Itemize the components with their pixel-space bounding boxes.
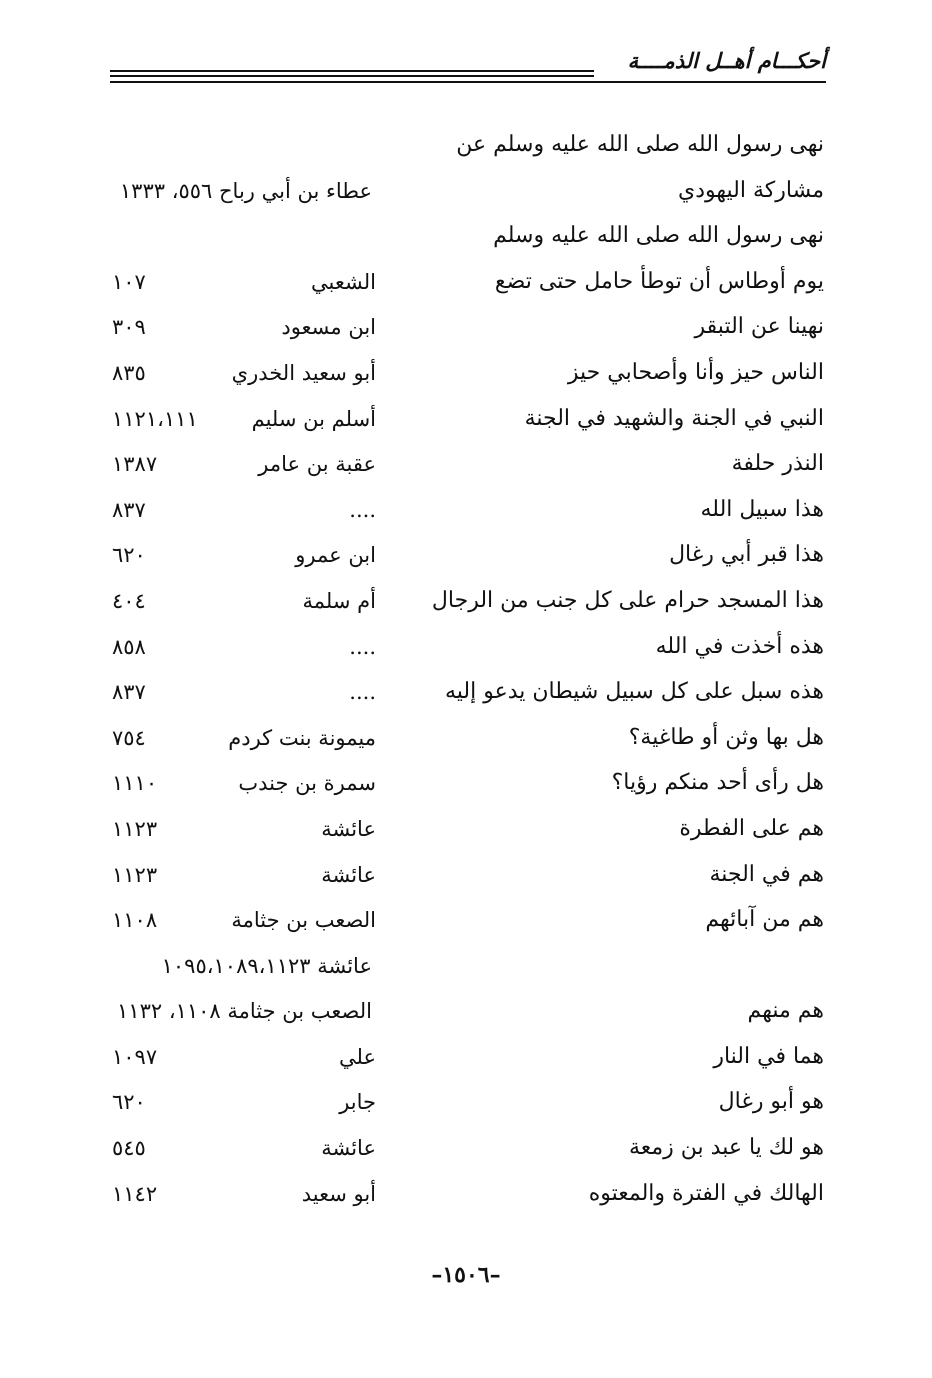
hadith-text: هو أبو رغال [718, 1089, 824, 1115]
narrator-name: الصعب بن جثامة ١١٠٨، ١١٣٢ [117, 999, 372, 1024]
running-header [110, 48, 826, 88]
page-reference: ٥٤٥ [112, 1136, 146, 1161]
index-row [112, 217, 824, 263]
hadith-text: هذا المسجد حرام على كل جنب من الرجال [431, 587, 824, 613]
hadith-text: هم في الجنة [709, 861, 824, 887]
index-row [112, 947, 824, 993]
narrator-name: .... [349, 634, 376, 659]
page-reference: ٣٠٩ [112, 315, 146, 340]
header-rule [110, 75, 594, 77]
index-row [112, 400, 824, 446]
page-reference: ١١٠٨ [112, 908, 158, 933]
hadith-text: هذا سبيل الله [700, 496, 824, 522]
narrator-name: ابن مسعود [281, 315, 376, 340]
narrator-name: أسلم بن سليم [251, 406, 376, 431]
header-rule [110, 70, 594, 72]
page-reference: ٨٥٨ [112, 634, 146, 659]
hadith-text: مشاركة اليهودي [678, 177, 824, 203]
hadith-text: الهالك في الفترة والمعتوه [588, 1180, 824, 1206]
index-row [112, 263, 824, 309]
page-reference: ١٣٨٧ [112, 452, 158, 477]
index-row [112, 1129, 824, 1175]
page-reference: ١١١٠ [112, 771, 158, 796]
hadith-text: هما في النار [713, 1043, 824, 1069]
narrator-name: ميمونة بنت كردم [228, 725, 376, 750]
narrator-name: جابر [339, 1090, 376, 1115]
hadith-text: النبي في الجنة والشهيد في الجنة [524, 405, 824, 431]
index-row [112, 1175, 824, 1221]
page-reference: ١١٢١،١١١ [112, 406, 198, 431]
hadith-text: هل بها وثن أو طاغية؟ [628, 724, 824, 750]
hadith-text: نهى رسول الله صلى الله عليه وسلم [493, 223, 824, 249]
page-reference: ٦٢٠ [112, 543, 146, 568]
header-title: أحكـــام أهــل الذمــــة [627, 48, 826, 73]
narrator-name: عائشة ١٠٩٥،١٠٨٩،١١٢٣ [161, 953, 372, 978]
page-reference: ١١٢٣ [112, 862, 158, 887]
narrator-name: .... [349, 497, 376, 522]
page-reference: ٤٠٤ [112, 588, 146, 613]
index-row [112, 764, 824, 810]
page-reference: ٧٥٤ [112, 725, 146, 750]
index-row [112, 719, 824, 765]
hadith-text: هم من آبائهم [705, 907, 824, 933]
hadith-text: هذا قبر أبي رغال [669, 542, 824, 568]
index-row [112, 992, 824, 1038]
hadith-text: النذر حلفة [731, 451, 824, 477]
index-row [112, 308, 824, 354]
hadith-text: هل رأى أحد منكم رؤيا؟ [611, 770, 824, 796]
index-row [112, 673, 824, 719]
index-row [112, 582, 824, 628]
page-reference: ٨٣٧ [112, 497, 146, 522]
page-reference: ١٠٧ [112, 269, 146, 294]
index-row [112, 172, 824, 218]
index-row [112, 536, 824, 582]
hadith-text: هذه أخذت في الله [655, 633, 824, 659]
narrator-name: عقبة بن عامر [258, 452, 376, 477]
header-rule [110, 81, 826, 83]
index-row [112, 901, 824, 947]
hadith-text: الناس حيز وأنا وأصحابي حيز [567, 359, 824, 385]
index-row [112, 126, 824, 172]
page-reference: ٨٣٥ [112, 360, 146, 385]
index-row [112, 491, 824, 537]
narrator-name: أم سلمة [302, 588, 376, 613]
narrator-name: ابن عمرو [295, 543, 376, 568]
page-number: –١٥٠٦– [431, 1262, 501, 1288]
narrator-name: .... [349, 680, 376, 705]
page-reference: ٨٣٧ [112, 680, 146, 705]
narrator-name: الصعب بن جثامة [231, 908, 376, 933]
hadith-text: هم منهم [747, 998, 824, 1024]
index-row [112, 856, 824, 902]
page-reference: ١٠٩٧ [112, 1044, 158, 1069]
page-reference: ١١٢٣ [112, 816, 158, 841]
narrator-name: عائشة [321, 816, 376, 841]
index-row [112, 1038, 824, 1084]
narrator-name: عائشة [321, 862, 376, 887]
narrator-name: عطاء بن أبي رباح ٥٥٦، ١٣٣٣ [119, 178, 372, 203]
index-row [112, 628, 824, 674]
page-reference: ٦٢٠ [112, 1090, 146, 1115]
hadith-index-list [112, 126, 824, 1220]
hadith-text: هذه سبل على كل سبيل شيطان يدعو إليه [444, 679, 824, 705]
narrator-name: أبو سعيد [301, 1181, 376, 1206]
narrator-name: سمرة بن جندب [238, 771, 376, 796]
index-row [112, 354, 824, 400]
hadith-text: هم على الفطرة [679, 815, 824, 841]
narrator-name: الشعبي [311, 269, 376, 294]
index-row [112, 810, 824, 856]
narrator-name: أبو سعيد الخدري [231, 360, 376, 385]
hadith-text: هو لك يا عبد بن زمعة [628, 1135, 824, 1161]
hadith-text: يوم أوطاس أن توطأ حامل حتى تضع [494, 268, 824, 294]
index-row [112, 1083, 824, 1129]
narrator-name: عائشة [321, 1136, 376, 1161]
hadith-text: نهى رسول الله صلى الله عليه وسلم عن [456, 132, 824, 157]
narrator-name: علي [339, 1044, 376, 1069]
index-row [112, 445, 824, 491]
hadith-text: نهينا عن التبقر [694, 314, 824, 340]
page-reference: ١١٤٢ [112, 1181, 158, 1206]
